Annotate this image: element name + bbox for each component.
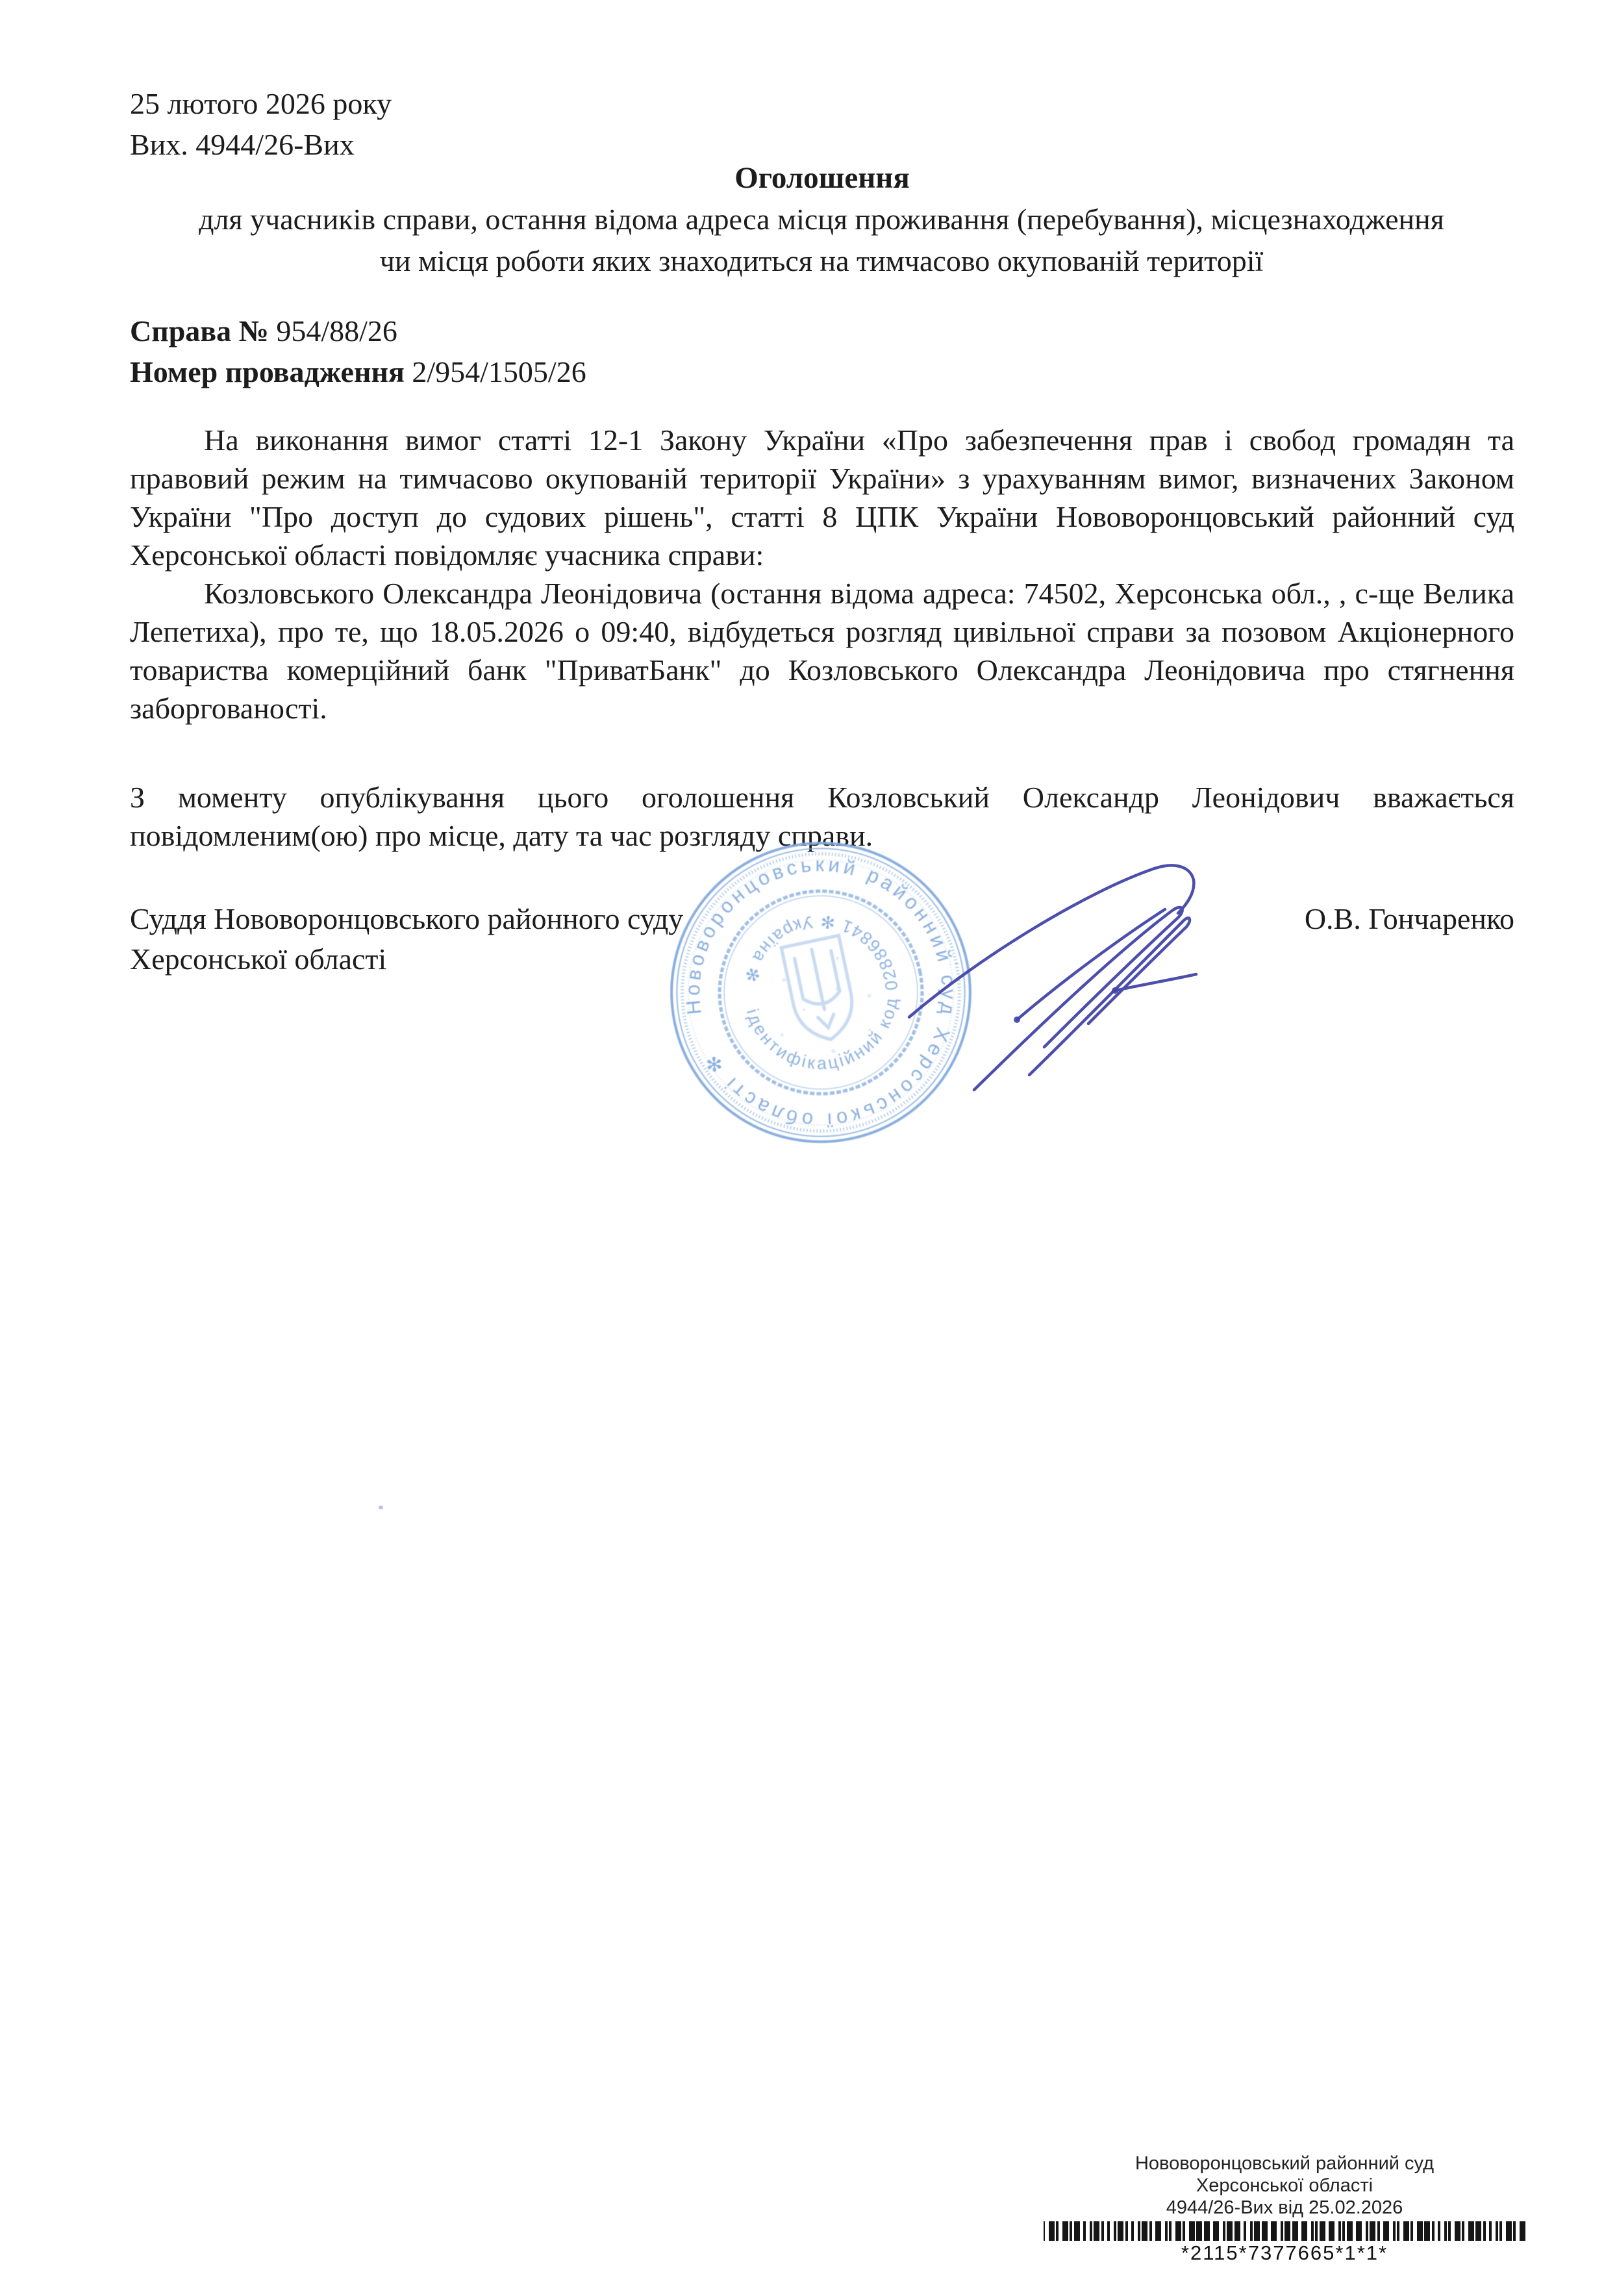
scan-noise-dot: [379, 1506, 383, 1509]
signature-ink: [896, 844, 1234, 1117]
footer-court-name-line-2: Херсонської області: [1196, 2175, 1373, 2196]
seal-outer-ring-text: Нововоронцовський районний суд Херсонської області ✻: [681, 853, 960, 1132]
judge-title-line-1: Суддя Нововоронцовського районного суду: [130, 902, 684, 935]
barcode-text: *2115*7377665*1*1*: [1181, 2241, 1388, 2264]
proceeding-label: Номер провадження: [130, 355, 405, 388]
proceeding-number: 2/954/1505/26: [412, 355, 586, 388]
subtitle-line-1: для учасників справи, остання відома адреса місця проживання (перебування), місцезнаходження: [199, 203, 1444, 236]
case-block: [130, 310, 586, 392]
body-paragraph-1: На виконання вимог статті 12-1 Закону України «Про забезпечення прав і свобод громадян та правовий режим на тимчасово окупованій території України» з урахуванням вимог, визначених Законом України "Про доступ до судових рішень", статті 8 ЦПК України Нововоронцовський районний суд Херсонської області повідомляє учасника справи:: [130, 423, 1514, 572]
judge-title-line-2: Херсонської області: [130, 942, 387, 976]
outgoing-number-line: Вих. 4944/26-Вих: [130, 128, 355, 161]
body-paragraph-3: З моменту опублікування цього оголошення Козловський Олександр Леонідович вважається повідомленим(ою) про місце, дату та час розгляду справи.: [130, 781, 1514, 852]
subtitle: [109, 199, 1534, 282]
page-title: Оголошення: [734, 161, 910, 195]
body-paragraph-2: Козловського Олександра Леонідовича (остання відома адреса: 74502, Херсонська обл., , с-ще Велика Лепетиха), про те, що 18.05.2026 о 09:40, відбудеться розгляд цивільної справи за позовом Акціонерного товариства комерційний банк "ПриватБанк" до Козловського Олександра Леонідовича про стягнення заборгованості.: [130, 577, 1514, 725]
case-number-line: [130, 310, 586, 351]
subtitle-line-2: чи місця роботи яких знаходиться на тимчасово окупованій території: [379, 244, 1264, 277]
judge-title: [130, 899, 683, 979]
barcode: [1044, 2221, 1525, 2241]
date-line: 25 лютого 2026 року: [130, 87, 392, 120]
footer-court-name-line-1: Нововоронцовський районний суд: [1134, 2153, 1435, 2174]
case-label: Справа №: [130, 314, 269, 347]
proceeding-number-line: [130, 351, 586, 392]
trident-emblem-icon: [781, 935, 859, 1045]
header-block: [130, 83, 392, 165]
seal-inner-ring-text: ідентифікаційний код 02886841 ✻ Україна ✻: [740, 911, 902, 1074]
footer-doc-reference: 4944/26-Вих від 25.02.2026: [1166, 2197, 1403, 2218]
footer-block: [1031, 2152, 1538, 2264]
case-number: 954/88/26: [276, 314, 397, 347]
judge-name: О.В. Гончаренко: [1304, 902, 1514, 935]
